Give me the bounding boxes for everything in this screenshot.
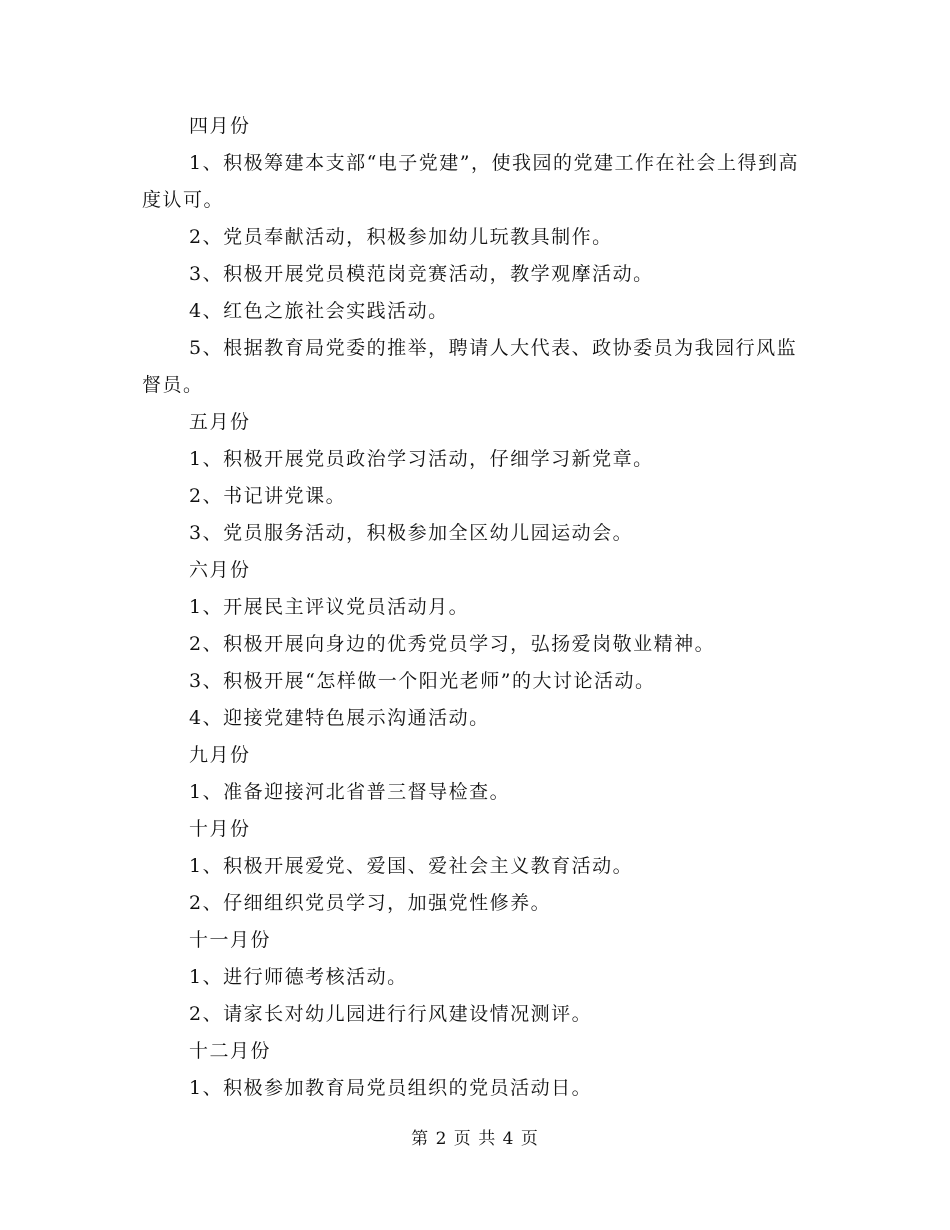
list-item: 1、积极开展爱党、爱国、爱社会主义教育活动。 <box>189 855 634 877</box>
section-heading-december: 十二月份 <box>189 1040 272 1062</box>
section-heading-september: 九月份 <box>189 744 251 766</box>
list-item: 2、积极开展向身边的优秀党员学习，弘扬爱岗敬业精神。 <box>189 633 716 655</box>
page-number-footer: 第 2 页 共 4 页 <box>411 1129 539 1149</box>
section-heading-november: 十一月份 <box>189 929 272 951</box>
list-item: 5、根据教育局党委的推举，聘请人大代表、政协委员为我园行风监督员。 <box>142 337 798 396</box>
list-item: 3、党员服务活动，积极参加全区幼儿园运动会。 <box>189 522 634 544</box>
list-item: 3、积极开展“怎样做一个阳光老师”的大讨论活动。 <box>189 670 656 692</box>
list-item: 1、积极参加教育局党员组织的党员活动日。 <box>189 1077 593 1099</box>
list-item: 2、仔细组织党员学习，加强党性修养。 <box>189 892 552 914</box>
section-heading-october: 十月份 <box>189 818 251 840</box>
section-heading-may: 五月份 <box>189 411 251 433</box>
list-item: 1、开展民主评议党员活动月。 <box>189 596 470 618</box>
list-item: 2、书记讲党课。 <box>189 485 347 507</box>
list-item: 1、准备迎接河北省普三督导检查。 <box>189 781 511 803</box>
list-item: 4、迎接党建特色展示沟通活动。 <box>189 707 490 729</box>
list-item: 2、党员奉献活动，积极参加幼儿玩教具制作。 <box>189 226 613 248</box>
list-item: 1、进行师德考核活动。 <box>189 966 408 988</box>
section-heading-april: 四月份 <box>189 115 251 137</box>
document-body <box>142 108 810 1107</box>
list-item: 1、积极开展党员政治学习活动，仔细学习新党章。 <box>189 448 654 470</box>
list-item: 4、红色之旅社会实践活动。 <box>189 300 449 322</box>
section-heading-june: 六月份 <box>189 559 251 581</box>
list-item: 2、请家长对幼儿园进行行风建设情况测评。 <box>189 1003 593 1025</box>
list-item: 3、积极开展党员模范岗竞赛活动，教学观摩活动。 <box>189 263 654 285</box>
list-item: 1、积极筹建本支部“电子党建”，使我园的党建工作在社会上得到高度认可。 <box>142 152 800 211</box>
